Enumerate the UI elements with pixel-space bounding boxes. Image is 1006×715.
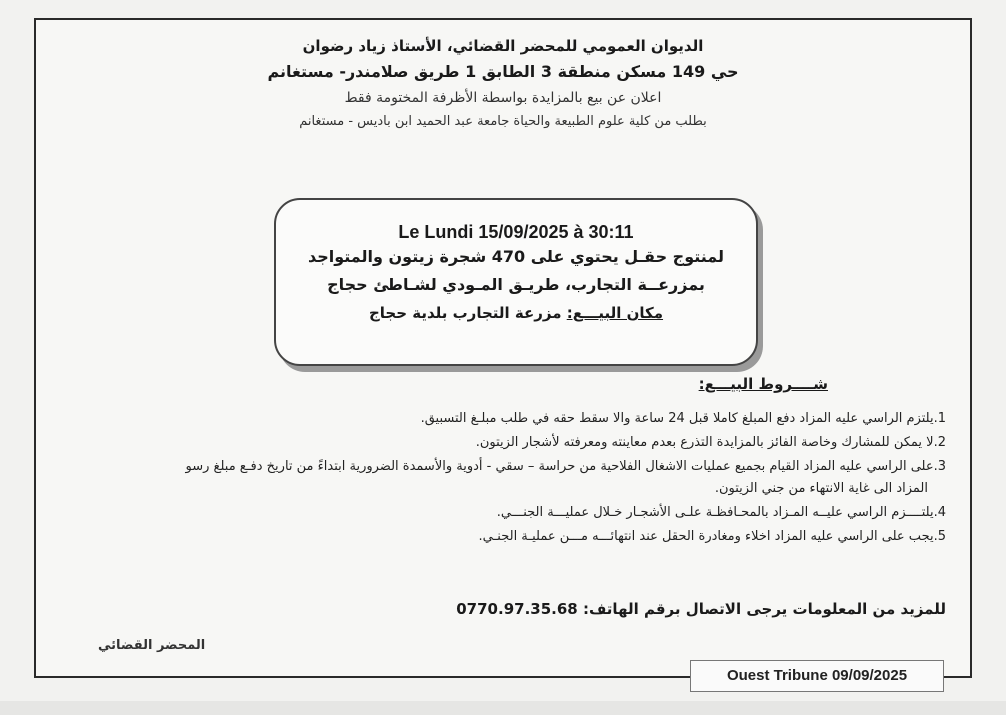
term-item-3-text: 3.على الراسي عليه المزاد القيام بجميع عمليات الاشغال الفلاحية من حراسة – سقي - أدوية والأسمدة الضرورية ابتداءً من تاريخ دفـع مبلغ رسو [185,459,946,474]
term-item-5: 5.يجب على الراسي عليه المزاد اخلاء ومغادرة الحقل عند انتهائـــه مـــن عمليـة الجنـي. [478,529,946,544]
sale-product-line: لمنتوج حقـل يحتوي على 470 شجرة زيتون والمتواجد [307,247,725,266]
sale-date: Le Lundi 15/09/2025 à 30:11 [398,222,634,242]
sale-place-label: مكان البيـــع: [566,304,664,322]
announcement-frame [34,18,972,678]
sale-location-line: بمزرعــة التجارب، طريـق المـودي لشـاطئ حجاج [327,275,705,294]
term-item-4: 4.يلتــــزم الراسي عليــه المـزاد بالمحـافظـة علـى الأشجـار خـلال عمليـــة الجنـــي. [496,505,946,520]
term-item-2: 2.لا يمكن للمشارك وخاصة الفائز بالمزايدة التذرع بعدم معاينته ومعرفته لأشجار الزيتون. [475,435,946,450]
requester: بطلب من كلية علوم الطبيعة والحياة جامعة عبد الحميد ابن باديس - مستغانم [299,114,707,129]
scan-edge [0,701,1006,715]
office-name: الديوان العمومي للمحضر القضائي، الأستاذ زياد رضوان [302,37,704,55]
terms-list [46,408,946,550]
signature: المحضر القضائي [98,638,206,653]
announcement-title: اعلان عن بيع بالمزايدة بواسطة الأظرفة المختومة فقط [344,90,662,106]
source-label: Ouest Tribune 09/09/2025 [690,660,944,692]
header [36,34,970,134]
sale-details-box [274,198,758,366]
sale-place [276,299,756,327]
office-address: حي 149 مسكن منطقة 3 الطابق 1 طريق صلامندر- مستغانم [267,62,739,81]
sale-place-value: مزرعة التجارب بلدية حجاج [368,304,567,322]
term-item-3 [46,456,946,500]
term-item-3-continuation: المزاد الى غاية الانتهاء من جني الزيتون. [714,481,928,496]
contact-line: للمزيد من المعلومات يرجى الاتصال برقم الهاتف: 0770.97.35.68 [456,600,946,618]
terms-title: شــــروط البيـــع: [698,375,828,393]
term-item-1: 1.يلتزم الراسي عليه المزاد دفع المبلغ كاملا قبل 24 ساعة والا سقط حقه في طلب مبلـغ التسبيق. [420,411,946,426]
